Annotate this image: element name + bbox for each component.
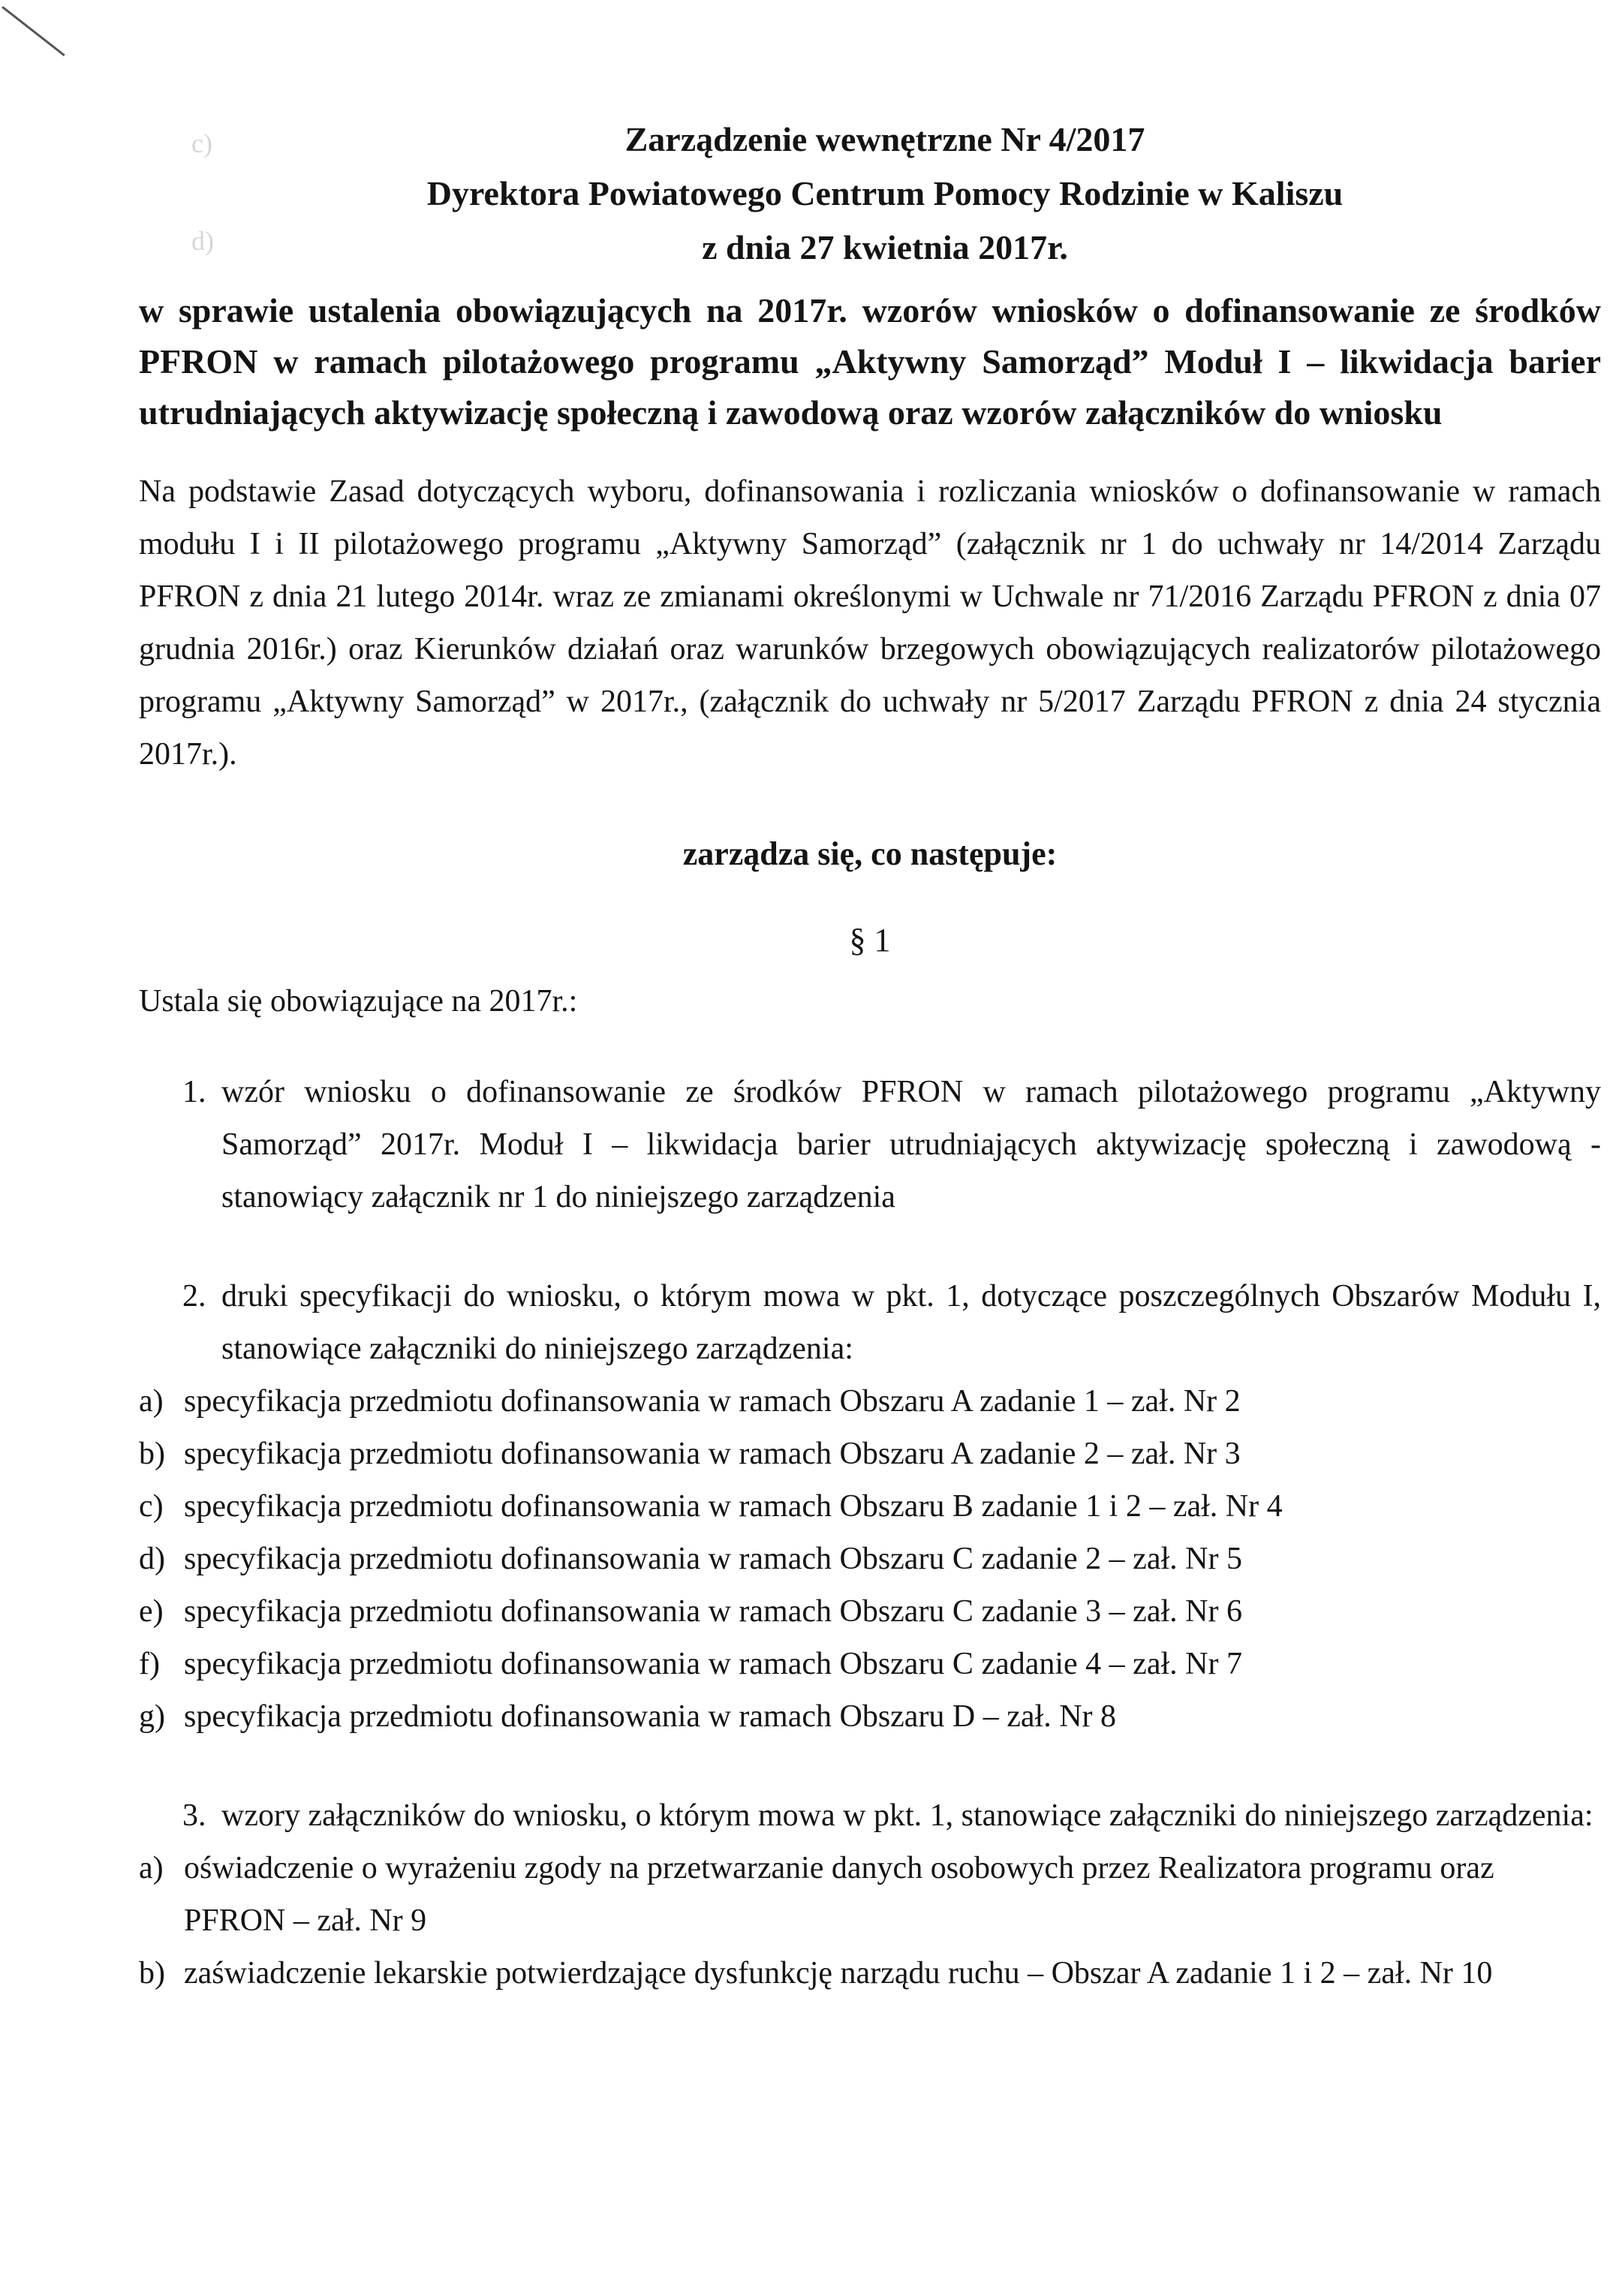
sublist-text: specyfikacja przedmiotu dofinansowania w ramach Obszaru C zadanie 2 – zał. Nr 5 <box>184 1542 1242 1576</box>
sublist-text: specyfikacja przedmiotu dofinansowania w ramach Obszaru C zadanie 4 – zał. Nr 7 <box>184 1647 1242 1681</box>
sublist-item-3 <box>139 1842 1601 2000</box>
sublist-label: d) <box>139 1542 165 1576</box>
sublist-label: b) <box>139 1437 165 1471</box>
document-header <box>169 113 1601 275</box>
sublist-entry <box>139 1690 1601 1743</box>
sublist-entry <box>139 1842 1601 1947</box>
sublist-entry <box>139 1947 1601 2000</box>
list-item-1 <box>139 1066 1601 1223</box>
document-date: z dnia 27 kwietnia 2017r. <box>702 228 1068 266</box>
sublist-entry <box>139 1638 1601 1690</box>
sublist-text: specyfikacja przedmiotu dofinansowania w ramach Obszaru D – zał. Nr 8 <box>184 1699 1117 1734</box>
sublist-label: g) <box>139 1699 165 1734</box>
sublist-entry <box>139 1375 1601 1428</box>
sublist-text: oświadczenie o wyrażeniu zgody na przetwarzanie danych osobowych przez Realizatora programu oraz PFRON – zał. Nr 9 <box>184 1851 1494 1938</box>
list-item-2 <box>139 1270 1601 1375</box>
bleed-through-text: d) <box>191 226 214 256</box>
list-item-3 <box>139 1789 1601 1842</box>
sublist-label: a) <box>139 1851 164 1885</box>
list-item-text: wzór wniosku o dofinansowanie ze środków PFRON w ramach pilotażowego programu „Aktywny Samorząd” 2017r. Moduł I – likwidacja barier utrudniających aktywizację społeczną i zawodową - stanowiący załącznik nr 1 do niniejszego zarządzenia <box>221 1075 1601 1214</box>
sublist-label: e) <box>139 1594 164 1629</box>
list-item-text: wzory załączników do wniosku, o którym mowa w pkt. 1, stanowiące załączniki do niniejszego zarządzenia: <box>221 1798 1593 1833</box>
sublist-entry <box>139 1585 1601 1638</box>
sublist-label: b) <box>139 1956 165 1991</box>
list-item-number: 3. <box>182 1798 206 1833</box>
document-page <box>139 113 1601 2000</box>
sublist-text: zaświadczenie lekarskie potwierdzające dysfunkcję narządu ruchu – Obszar A zadanie 1 i 2 – zał. Nr 10 <box>184 1956 1493 1991</box>
list-item-text: druki specyfikacji do wniosku, o którym mowa w pkt. 1, dotyczące poszczególnych Obszarów Modułu I, stanowiące załączniki do niniejszego zarządzenia: <box>221 1279 1601 1366</box>
document-subject: w sprawie ustalenia obowiązujących na 2017r. wzorów wniosków o dofinansowanie ze środków PFRON w ramach pilotażowego programu „Aktywny Samorząd” Moduł I – likwidacja barier utrudniających aktywizację społeczną i zawodową oraz wzorów załączników do wniosku <box>139 291 1601 432</box>
sublist-text: specyfikacja przedmiotu dofinansowania w ramach Obszaru B zadanie 1 i 2 – zał. Nr 4 <box>184 1489 1283 1524</box>
sublist-item-2 <box>139 1375 1601 1743</box>
list-item-number: 1. <box>182 1075 206 1109</box>
document-title: Zarządzenie wewnętrzne Nr 4/2017 <box>624 120 1145 158</box>
sublist-label: f) <box>139 1647 160 1681</box>
sublist-entry <box>139 1533 1601 1585</box>
legal-basis-paragraph: Na podstawie Zasad dotyczących wyboru, dofinansowania i rozliczania wniosków o dofinansowanie w ramach modułu I i II pilotażowego programu „Aktywny Samorząd” (załącznik nr 1 do uchwały nr 14/2014 Zarządu PFRON z dnia 21 lutego 2014r. wraz ze zmianami określonymi w Uchwale nr 71/2016 Zarządu PFRON z dnia 07 grudnia 2016r.) oraz Kierunków działań oraz warunków brzegowych obowiązujących realizatorów pilotażowego programu „Aktywny Samorząd” w 2017r., (załącznik do uchwały nr 5/2017 Zarządu PFRON z dnia 24 stycznia 2017r.). <box>139 474 1601 772</box>
list-item-number: 2. <box>182 1279 206 1314</box>
document-issuer: Dyrektora Powiatowego Centrum Pomocy Rodzinie w Kaliszu <box>426 174 1344 212</box>
sublist-entry <box>139 1480 1601 1533</box>
sublist-entry <box>139 1428 1601 1480</box>
bleed-through-text: c) <box>191 128 212 158</box>
establish-statement: Ustala się obowiązujące na 2017r.: <box>139 984 578 1019</box>
sublist-text: specyfikacja przedmiotu dofinansowania w ramach Obszaru C zadanie 3 – zał. Nr 6 <box>184 1594 1242 1629</box>
sublist-label: c) <box>139 1489 164 1524</box>
scan-artifact-line <box>2 6 65 56</box>
sublist-label: a) <box>139 1384 164 1419</box>
sublist-text: specyfikacja przedmiotu dofinansowania w ramach Obszaru A zadanie 1 – zał. Nr 2 <box>184 1384 1241 1419</box>
section-marker: § 1 <box>849 922 891 958</box>
resolution-clause: zarządza się, co następuje: <box>682 835 1058 872</box>
sublist-text: specyfikacja przedmiotu dofinansowania w ramach Obszaru A zadanie 2 – zał. Nr 3 <box>184 1437 1241 1471</box>
